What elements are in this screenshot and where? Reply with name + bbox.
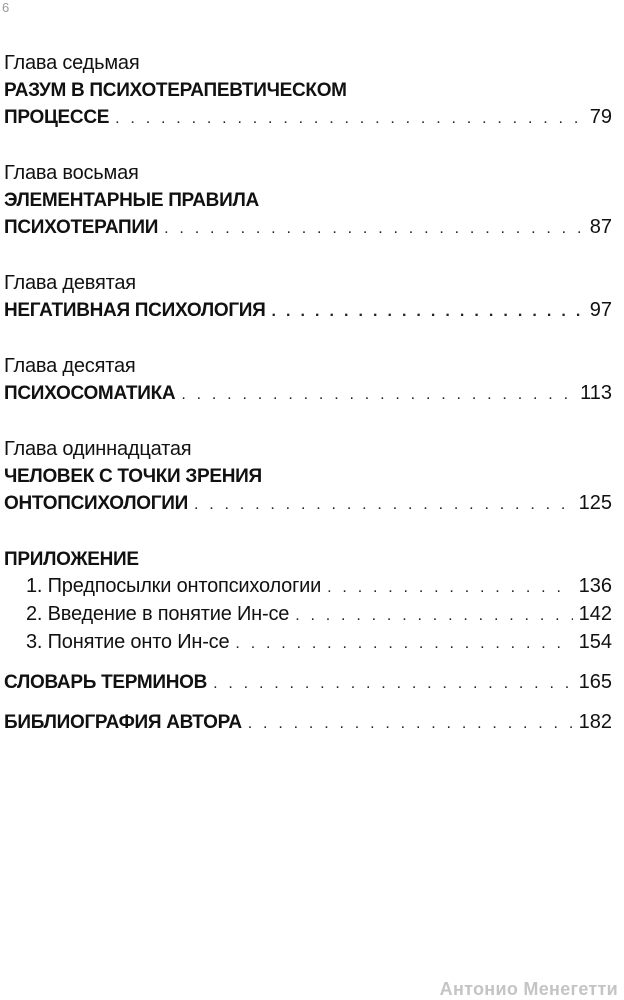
page-ref: 142 bbox=[578, 603, 612, 625]
dot-leader bbox=[115, 105, 584, 132]
toc-entry-glossary[interactable] bbox=[4, 669, 612, 697]
appendix-title[interactable]: ПРИЛОЖЕНИЕ bbox=[4, 549, 139, 570]
toc-entry-chapter-9[interactable] bbox=[4, 270, 612, 325]
page-ref: 113 bbox=[580, 382, 612, 404]
chapter-title-line: ПСИХОСОМАТИКА bbox=[4, 383, 176, 404]
chapter-title-line: ПРОЦЕССЕ bbox=[4, 107, 110, 128]
footer-author: Антонио Менегетти bbox=[439, 979, 618, 999]
page-ref: 136 bbox=[578, 575, 612, 597]
appendix-item-label: 2. Введение в понятие Ин-се bbox=[26, 603, 290, 625]
toc-entry-chapter-10[interactable] bbox=[4, 353, 612, 408]
chapter-title-line: ОНТОПСИХОЛОГИИ bbox=[4, 493, 188, 514]
page-ref: 87 bbox=[589, 216, 612, 238]
dot-leader bbox=[194, 491, 573, 518]
bibliography-title: БИБЛИОГРАФИЯ АВТОРА bbox=[4, 712, 242, 733]
dot-leader bbox=[272, 298, 584, 325]
page-ref: 79 bbox=[589, 106, 612, 128]
toc-entry-chapter-8[interactable] bbox=[4, 160, 612, 242]
chapter-title-line: РАЗУМ В ПСИХОТЕРАПЕВТИЧЕСКОМ bbox=[4, 80, 347, 101]
dot-leader bbox=[213, 670, 573, 697]
page-ref: 154 bbox=[578, 631, 612, 653]
chapter-title-line: ЭЛЕМЕНТАРНЫЕ ПРАВИЛА bbox=[4, 190, 259, 211]
chapter-label: Глава восьмая bbox=[4, 162, 139, 184]
chapter-label: Глава девятая bbox=[4, 272, 136, 294]
appendix-item[interactable] bbox=[4, 573, 612, 601]
toc-entry-chapter-11[interactable] bbox=[4, 436, 612, 518]
dot-leader bbox=[327, 574, 573, 601]
appendix-item-label: 3. Понятие онто Ин-се bbox=[26, 631, 230, 653]
page-ref: 125 bbox=[578, 492, 612, 514]
toc-entry-chapter-7[interactable] bbox=[4, 50, 612, 132]
dot-leader bbox=[248, 710, 573, 737]
chapter-title-line: НЕГАТИВНАЯ ПСИХОЛОГИЯ bbox=[4, 300, 266, 321]
chapter-title-line: ПСИХОТЕРАПИИ bbox=[4, 217, 159, 238]
page-ref: 97 bbox=[589, 299, 612, 321]
chapter-label: Глава десятая bbox=[4, 355, 136, 377]
dot-leader bbox=[295, 602, 572, 629]
toc-entry-bibliography[interactable] bbox=[4, 709, 612, 737]
page-ref: 182 bbox=[578, 711, 612, 733]
dot-leader bbox=[181, 381, 574, 408]
glossary-title: СЛОВАРЬ ТЕРМИНОВ bbox=[4, 672, 208, 693]
chapter-label: Глава седьмая bbox=[4, 52, 140, 74]
appendix-item-label: 1. Предпосылки онтопсихологии bbox=[26, 575, 322, 597]
dot-leader bbox=[235, 630, 572, 657]
page-number: 6 bbox=[2, 0, 10, 15]
appendix-item[interactable] bbox=[4, 601, 612, 629]
table-of-contents bbox=[4, 50, 612, 749]
chapter-title-line: ЧЕЛОВЕК С ТОЧКИ ЗРЕНИЯ bbox=[4, 466, 262, 487]
chapter-label: Глава одиннадцатая bbox=[4, 438, 192, 460]
appendix-item[interactable] bbox=[4, 629, 612, 657]
page-ref: 165 bbox=[578, 671, 612, 693]
dot-leader bbox=[164, 215, 584, 242]
toc-entry-appendix bbox=[4, 546, 612, 657]
